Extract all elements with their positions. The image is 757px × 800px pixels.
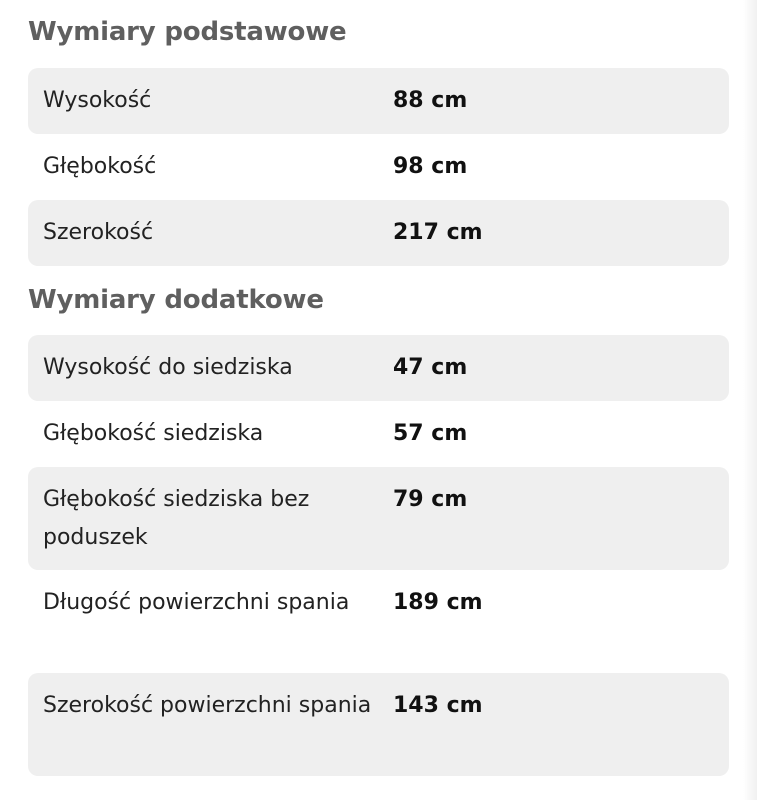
spec-label: Głębokość siedziska bez poduszek	[43, 487, 310, 550]
spec-label: Szerokość powierzchni spania	[43, 693, 372, 718]
spec-value: 217 cm	[393, 220, 483, 245]
dimensions-content	[28, 0, 729, 776]
spec-label: Głębokość	[43, 154, 157, 179]
spec-label: Wysokość	[43, 88, 152, 113]
spec-row-width	[28, 200, 729, 266]
spec-list-additional	[28, 335, 729, 776]
spec-value: 79 cm	[393, 487, 468, 512]
spec-value: 57 cm	[393, 421, 468, 446]
spec-row-sleeping-length	[28, 570, 729, 673]
spec-row-seat-depth-no-cushions	[28, 467, 729, 570]
spec-label: Długość powierzchni spania	[43, 590, 350, 615]
section-title-additional: Wymiary dodatkowe	[28, 285, 324, 315]
spec-row-depth	[28, 134, 729, 200]
spec-row-height	[28, 68, 729, 134]
spec-value: 189 cm	[393, 590, 483, 615]
spec-value: 47 cm	[393, 355, 468, 380]
scroll-edge-shadow	[743, 0, 757, 800]
section-title-basic: Wymiary podstawowe	[28, 17, 347, 47]
spec-value: 98 cm	[393, 154, 468, 179]
spec-row-sleeping-width	[28, 673, 729, 776]
spec-list-basic	[28, 68, 729, 266]
spec-label: Wysokość do siedziska	[43, 355, 293, 380]
spec-row-seat-height	[28, 335, 729, 401]
spec-label: Szerokość	[43, 220, 154, 245]
spec-label: Głębokość siedziska	[43, 421, 264, 446]
spec-value: 143 cm	[393, 693, 483, 718]
spec-value: 88 cm	[393, 88, 468, 113]
spec-row-seat-depth	[28, 401, 729, 467]
